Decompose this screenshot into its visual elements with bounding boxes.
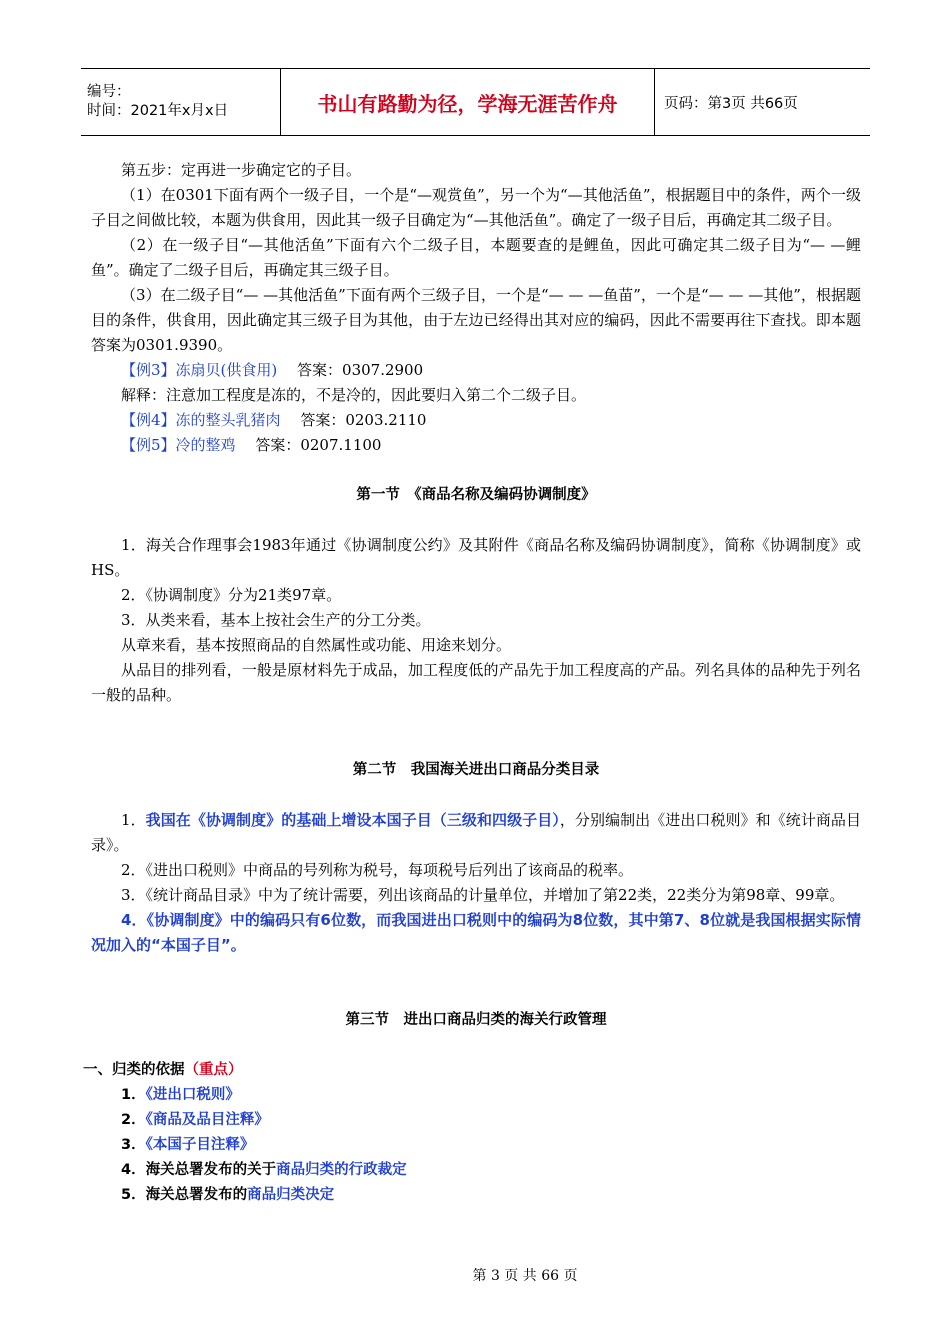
header-page-info: 页码：第3页 共66页	[664, 95, 798, 112]
basis-item-1	[91, 1083, 861, 1108]
example-4	[91, 408, 861, 433]
section-1-paragraph-4: 从章来看，基本按照商品的自然属性或功能、用途来划分。	[121, 636, 512, 654]
section-2-title: 第二节 我国海关进出口商品分类目录	[352, 762, 600, 778]
example-3-explanation: 解释：注意加工程度是冻的，不是冷的，因此要归入第二个二级子目。	[121, 386, 587, 404]
step5-text: 第五步：定再进一步确定它的子目。	[121, 161, 362, 179]
basis-heading-note: （重点）	[184, 1062, 243, 1078]
basis-heading	[83, 1058, 861, 1083]
example-5-answer: 答案：0207.1100	[255, 436, 382, 454]
example-5	[91, 433, 861, 458]
document-body	[83, 158, 861, 1208]
intro-paragraph-2: （2）在一级子目“—其他活鱼”下面有六个二级子目，本题要查的是鲤鱼，因此可确定其二级子目为“— —鲤鱼”。确定了二级子目后，再确定其三级子目。	[91, 236, 861, 279]
section-2-p1-rest: ，分别编制出《进出口税则》和《统计商品目录》。	[91, 811, 861, 854]
basis-heading-text: 一、归类的依据	[83, 1062, 185, 1078]
section-1-title: 第一节 《商品名称及编码协调制度》	[356, 487, 596, 503]
page-footer: 第 3 页 共 66 页	[472, 1268, 578, 1284]
example-4-answer: 答案：0203.2110	[300, 411, 427, 429]
example-4-label: 【例4】冻的整头乳猪肉	[121, 411, 281, 429]
basis-item-number: 1．	[121, 1087, 146, 1103]
section-2-paragraph-2: 2．《进出口税则》中商品的号列称为税号，每项税号后列出了该商品的税率。	[121, 861, 634, 879]
header-motto: 书山有路勤为径，学海无涯苦作舟	[281, 69, 655, 135]
basis-item-text: 《商品及品目注释》	[145, 1112, 269, 1128]
basis-item-3	[91, 1133, 861, 1158]
section-2-paragraph-4: 4．《协调制度》中的编码只有6位数，而我国进出口税则中的编码为8位数，其中第7、8位就是我国根据实际情况加入的“本国子目”。	[91, 911, 861, 954]
basis-item-link: 商品归类决定	[247, 1187, 335, 1203]
basis-item-prefix: 5．海关总署发布的	[121, 1187, 248, 1203]
section-2-paragraph-3: 3．《统计商品目录》中为了统计需要，列出该商品的计量单位，并增加了第22类，22类分为第98章、99章。	[121, 886, 845, 904]
basis-item-prefix: 4．海关总署发布的关于	[121, 1162, 277, 1178]
basis-item-text: 《进出口税则》	[145, 1087, 240, 1103]
example-3-label: 【例3】冻扇贝(供食用)	[121, 361, 278, 379]
number-label: 编号：	[87, 84, 131, 100]
example-3	[91, 358, 861, 383]
section-1-paragraph-3: 3．从类来看，基本上按社会生产的分工分类。	[121, 611, 431, 629]
section-2-p1-number: 1．	[121, 811, 146, 829]
example-5-label: 【例5】冷的整鸡	[121, 436, 236, 454]
basis-item-link: 商品归类的行政裁定	[276, 1162, 407, 1178]
section-1-paragraph-2: 2．《协调制度》分为21类97章。	[121, 586, 342, 604]
section-1-paragraph-1: 1．海关合作理事会1983年通过《协调制度公约》及其附件《商品名称及编码协调制度》，简称《协调制度》或HS。	[91, 536, 861, 579]
basis-item-number: 3．	[121, 1137, 146, 1153]
basis-item-2	[91, 1108, 861, 1133]
page-header	[81, 68, 870, 136]
intro-paragraph-1: （1）在0301下面有两个一级子目，一个是“—观赏鱼”，另一个为“—其他活鱼”，根据题目中的条件，两个一级子目之间做比较，本题为供食用，因此其一级子目确定为“—其他活鱼”。确定了一级子目后，再确定其二级子目。	[91, 186, 861, 229]
basis-item-text: 《本国子目注释》	[145, 1137, 255, 1153]
header-meta	[81, 69, 281, 135]
section-1-paragraph-5: 从品目的排列看，一般是原材料先于成品，加工程度低的产品先于加工程度高的产品。列名具体的品种先于列名一般的品种。	[91, 661, 861, 704]
section-3-title: 第三节 进出口商品归类的海关行政管理	[345, 1012, 607, 1028]
intro-paragraph-3: （3）在二级子目“— —其他活鱼”下面有两个三级子目，一个是“— — —鱼苗”，一个是“— — —其他”，根据题目的条件，供食用，因此确定其三级子目为其他，由于左边已经得出其对应的编码，因此不需要再往下查找。即本题答案为0301.9390。	[91, 286, 861, 354]
basis-item-number: 2．	[121, 1112, 146, 1128]
section-2-p1-highlight: 我国在《协调制度》的基础上增设本国子目（三级和四级子目）	[145, 811, 560, 829]
basis-item-5	[91, 1183, 861, 1208]
example-3-answer: 答案：0307.2900	[297, 361, 424, 379]
basis-item-4	[91, 1158, 861, 1183]
section-2-paragraph-1	[91, 808, 861, 858]
time-label: 时间：2021年x月x日	[87, 103, 229, 119]
